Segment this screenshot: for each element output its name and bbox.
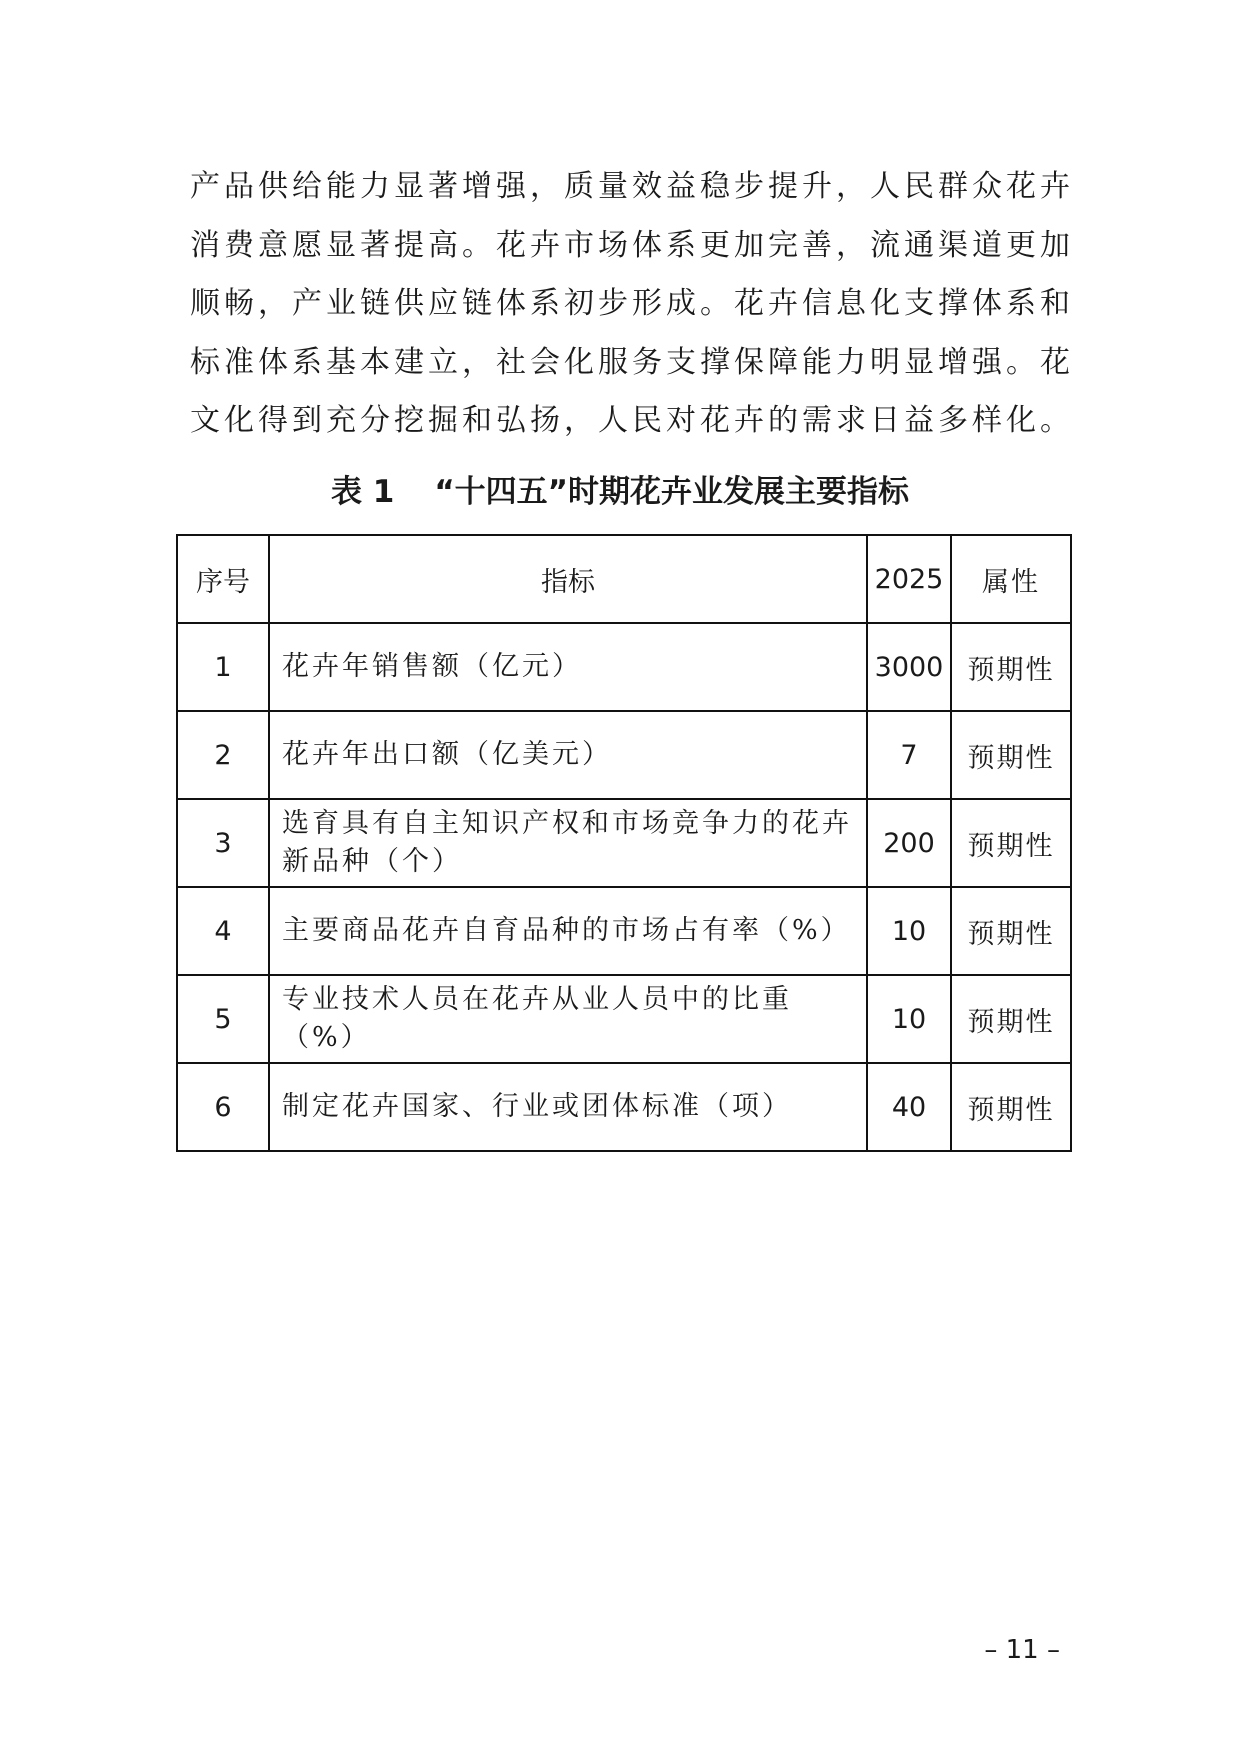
row-seq: 1 [177, 623, 269, 711]
table-row [177, 1063, 1071, 1151]
row-seq: 2 [177, 711, 269, 799]
row-value: 10 [867, 975, 951, 1063]
row-indicator: 花卉年出口额（亿美元） [269, 711, 867, 799]
header-seq: 序号 [177, 535, 269, 623]
row-value: 7 [867, 711, 951, 799]
row-indicator: 选育具有自主知识产权和市场竞争力的花卉新品种（个） [269, 799, 867, 887]
paragraph-line: 产品供给能力显著增强，质量效益稳步提升，人民群众花卉 [190, 169, 1074, 204]
header-indicator: 指标 [269, 535, 867, 623]
row-attribute: 预期性 [951, 623, 1071, 711]
page-number: – 11 – [984, 1635, 1060, 1665]
paragraph-line: 文化得到充分挖掘和弘扬，人民对花卉的需求日益多样化。 [190, 403, 1074, 438]
row-indicator: 专业技术人员在花卉从业人员中的比重（%） [269, 975, 867, 1063]
row-seq: 6 [177, 1063, 269, 1151]
row-attribute: 预期性 [951, 1063, 1071, 1151]
paragraph-line: 顺畅，产业链供应链体系初步形成。花卉信息化支撑体系和 [190, 286, 1074, 321]
row-value: 10 [867, 887, 951, 975]
table-row [177, 623, 1071, 711]
table-caption-number: 表 1 [330, 474, 395, 510]
indicators-table [176, 534, 1072, 1152]
table-caption-title: “十四五”时期花卉业发展主要指标 [434, 474, 910, 510]
row-indicator: 主要商品花卉自育品种的市场占有率（%） [269, 887, 867, 975]
row-seq: 3 [177, 799, 269, 887]
row-value: 3000 [867, 623, 951, 711]
paragraph-line: 消费意愿显著提高。花卉市场体系更加完善，流通渠道更加 [190, 227, 1074, 263]
table-caption [0, 470, 1240, 514]
row-attribute: 预期性 [951, 887, 1071, 975]
row-value: 40 [867, 1063, 951, 1151]
table-row [177, 799, 1071, 887]
table-row [177, 975, 1071, 1063]
row-attribute: 预期性 [951, 799, 1071, 887]
header-attribute: 属性 [951, 535, 1071, 623]
body-paragraph [190, 158, 1074, 451]
table-header-row [177, 535, 1071, 623]
table-row [177, 711, 1071, 799]
row-attribute: 预期性 [951, 975, 1071, 1063]
row-indicator: 花卉年销售额（亿元） [269, 623, 867, 711]
table-row [177, 887, 1071, 975]
row-seq: 4 [177, 887, 269, 975]
row-seq: 5 [177, 975, 269, 1063]
header-value: 2025 [867, 535, 951, 623]
row-value: 200 [867, 799, 951, 887]
row-indicator: 制定花卉国家、行业或团体标准（项） [269, 1063, 867, 1151]
paragraph-line: 标准体系基本建立，社会化服务支撑保障能力明显增强。花 [190, 344, 1074, 380]
row-attribute: 预期性 [951, 711, 1071, 799]
